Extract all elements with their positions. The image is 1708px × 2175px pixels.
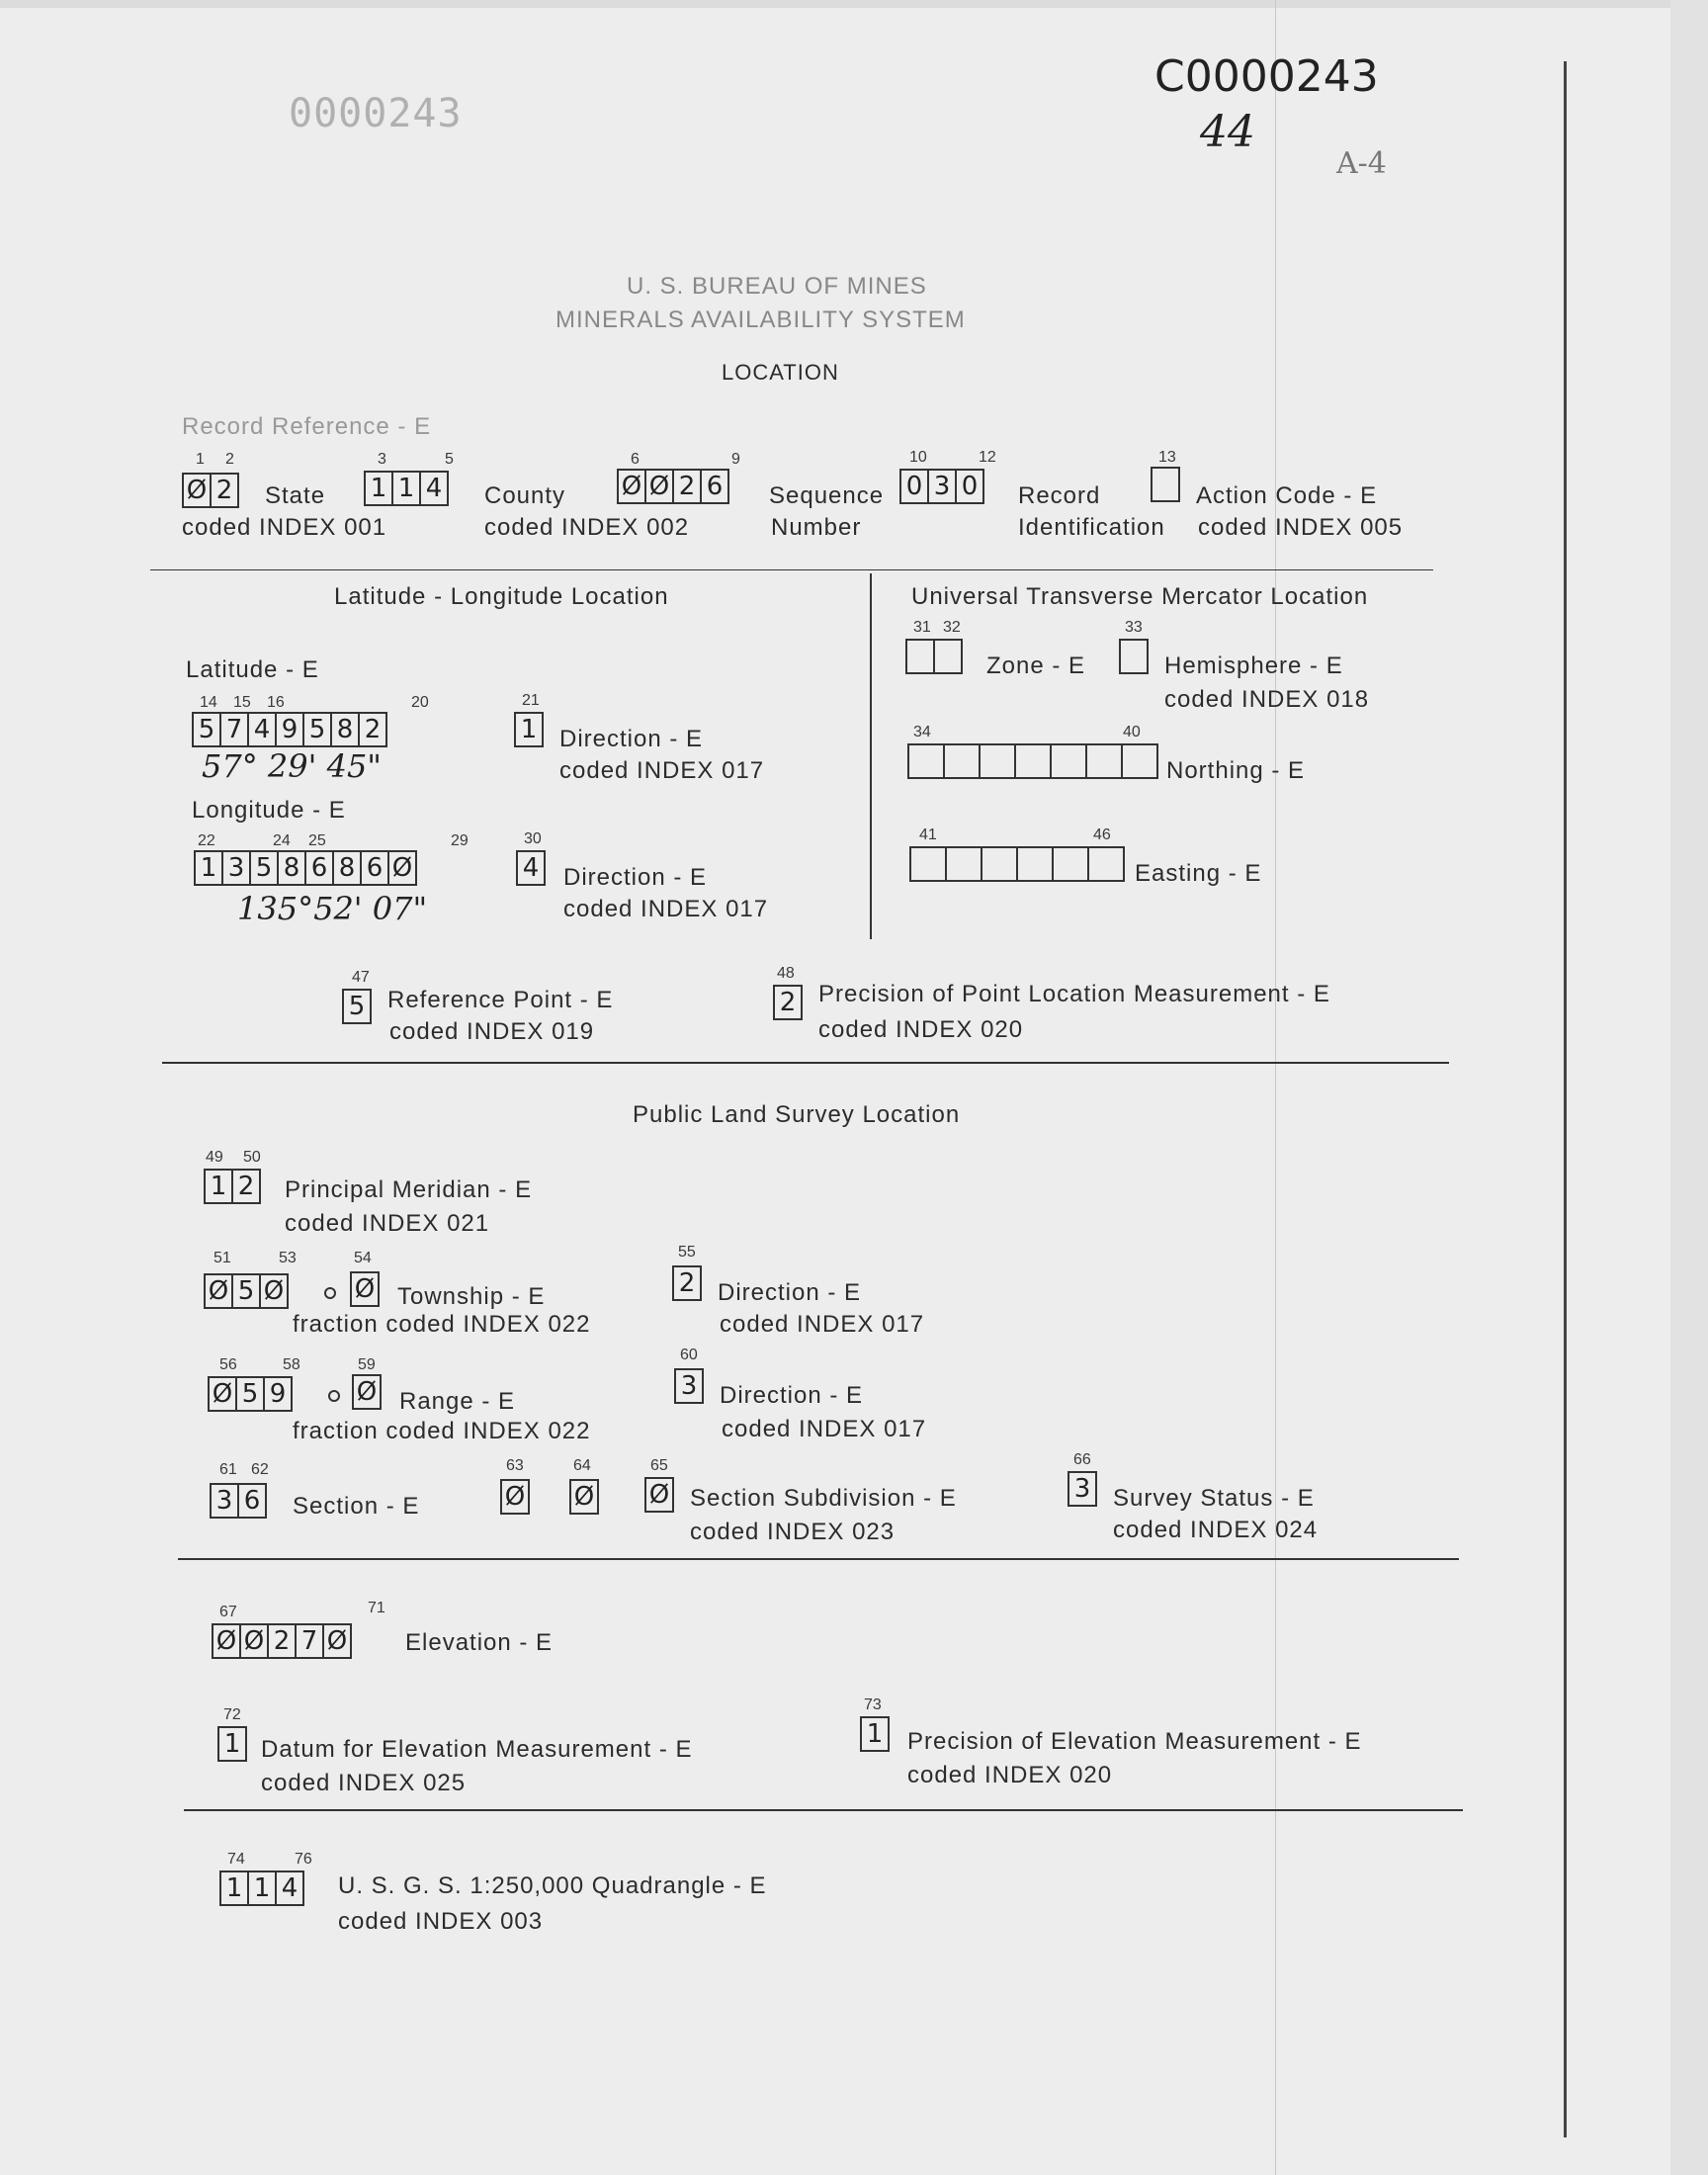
col-65: 65 <box>650 1457 668 1474</box>
latitude-box[interactable]: 9 <box>275 712 304 747</box>
elevation-boxes[interactable] <box>212 1623 352 1659</box>
precision-point-box[interactable]: 2 <box>773 985 803 1020</box>
col-20: 20 <box>411 694 429 711</box>
col-53: 53 <box>279 1250 297 1266</box>
meridian-label: Principal Meridian - E <box>285 1176 533 1203</box>
system-title: MINERALS AVAILABILITY SYSTEM <box>555 306 966 333</box>
hemisphere-sub: coded INDEX 018 <box>1164 686 1370 713</box>
subdivision-box[interactable]: Ø <box>569 1479 599 1515</box>
northing-label: Northing - E <box>1166 757 1306 784</box>
meridian-sub: coded INDEX 021 <box>285 1210 490 1237</box>
col-63: 63 <box>506 1457 524 1474</box>
col-76: 76 <box>295 1851 312 1868</box>
col-5: 5 <box>445 451 454 468</box>
col-40: 40 <box>1123 724 1141 740</box>
latitude-box[interactable]: 2 <box>358 712 387 747</box>
range-box[interactable]: 5 <box>235 1376 265 1412</box>
state-boxes[interactable] <box>182 473 239 508</box>
sequence-box[interactable]: 2 <box>672 469 702 504</box>
reference-point-box[interactable] <box>342 989 372 1024</box>
ghost-number: 0000243 <box>289 91 463 136</box>
datum-box[interactable] <box>217 1726 247 1762</box>
longitude-handwritten: 135°52' 07" <box>237 890 428 927</box>
quadrangle-label: U. S. G. S. 1:250,000 Quadrangle - E <box>338 1872 767 1899</box>
elevation-box[interactable]: Ø <box>322 1623 352 1659</box>
col-50: 50 <box>243 1149 261 1166</box>
col-13: 13 <box>1158 449 1176 466</box>
col-9: 9 <box>731 451 740 468</box>
precision-elevation-box[interactable] <box>860 1716 890 1752</box>
lat-long-heading: Latitude - Longitude Location <box>334 583 669 610</box>
quadrangle-sub: coded INDEX 003 <box>338 1908 544 1935</box>
col-15: 15 <box>233 694 251 711</box>
latitude-direction-sub: coded INDEX 017 <box>559 757 765 784</box>
quadrangle-boxes[interactable] <box>219 1870 304 1906</box>
latitude-box[interactable]: 8 <box>330 712 360 747</box>
township-direction-label: Direction - E <box>718 1279 862 1306</box>
longitude-direction-label: Direction - E <box>563 864 708 891</box>
easting-boxes[interactable] <box>909 846 1125 882</box>
longitude-box[interactable]: Ø <box>387 850 417 886</box>
elevation-box[interactable]: 2 <box>267 1623 297 1659</box>
scan-edge-top <box>0 0 1708 8</box>
record-id-label: Record <box>1018 482 1101 509</box>
survey-status-box[interactable] <box>1068 1471 1097 1507</box>
elevation-box[interactable]: 7 <box>295 1623 324 1659</box>
survey-status-box[interactable]: 3 <box>1068 1471 1097 1507</box>
col-16: 16 <box>267 694 285 711</box>
latitude-box[interactable]: 5 <box>192 712 221 747</box>
county-box[interactable]: 1 <box>364 471 393 506</box>
col-71: 71 <box>368 1600 385 1616</box>
state-box[interactable]: 2 <box>210 473 239 508</box>
easting-box[interactable] <box>1052 846 1089 882</box>
col-56: 56 <box>219 1356 237 1373</box>
township-box[interactable]: Ø <box>259 1273 289 1309</box>
northing-box[interactable] <box>907 743 945 779</box>
sequence-box[interactable]: Ø <box>644 469 674 504</box>
col-58: 58 <box>283 1356 300 1373</box>
precision-elevation-label: Precision of Elevation Measurement - E <box>907 1728 1362 1755</box>
easting-label: Easting - E <box>1135 860 1262 887</box>
col-34: 34 <box>913 724 931 740</box>
range-fraction-box[interactable]: Ø <box>352 1374 382 1410</box>
township-box[interactable]: 5 <box>231 1273 261 1309</box>
zone-box[interactable] <box>933 639 963 674</box>
col-21: 21 <box>522 692 540 709</box>
county-box[interactable]: 4 <box>419 471 449 506</box>
range-fraction-dot <box>328 1390 340 1402</box>
record-reference-heading: Record Reference - E <box>182 413 432 440</box>
col-73: 73 <box>864 1696 882 1713</box>
easting-box[interactable] <box>945 846 982 882</box>
northing-box[interactable] <box>979 743 1016 779</box>
record-id-boxes[interactable] <box>899 469 984 504</box>
survey-status-sub: coded INDEX 024 <box>1113 1517 1319 1543</box>
range-direction-box[interactable] <box>674 1368 704 1404</box>
reference-point-box[interactable]: 5 <box>342 989 372 1024</box>
latitude-direction-label: Direction - E <box>559 726 704 752</box>
col-25: 25 <box>308 832 326 849</box>
col-2: 2 <box>225 451 234 468</box>
pls-heading: Public Land Survey Location <box>633 1101 961 1128</box>
easting-box[interactable] <box>1087 846 1125 882</box>
township-fraction-box[interactable]: Ø <box>350 1271 380 1307</box>
action-code-boxes[interactable] <box>1151 467 1180 502</box>
elevation-box[interactable]: Ø <box>212 1623 241 1659</box>
hemisphere-box[interactable] <box>1119 639 1149 674</box>
col-10: 10 <box>909 449 927 466</box>
precision-elevation-box[interactable]: 1 <box>860 1716 890 1752</box>
meridian-boxes[interactable] <box>204 1169 261 1204</box>
divider-pls <box>162 1062 1449 1064</box>
latitude-label: Latitude - E <box>186 656 319 683</box>
col-33: 33 <box>1125 619 1143 636</box>
col-61: 61 <box>219 1461 237 1478</box>
latitude-direction-box[interactable] <box>514 712 544 747</box>
longitude-direction-box[interactable] <box>516 850 546 886</box>
precision-elevation-sub: coded INDEX 020 <box>907 1762 1113 1788</box>
northing-box[interactable] <box>1014 743 1052 779</box>
quadrangle-box[interactable]: 4 <box>275 1870 304 1906</box>
precision-point-box[interactable] <box>773 985 803 1020</box>
hemisphere-label: Hemisphere - E <box>1164 652 1343 679</box>
longitude-direction-sub: coded INDEX 017 <box>563 896 769 922</box>
col-41: 41 <box>919 826 937 843</box>
col-32: 32 <box>943 619 961 636</box>
section-boxes[interactable] <box>210 1483 267 1519</box>
precision-point-sub: coded INDEX 020 <box>818 1016 1024 1043</box>
zone-boxes[interactable] <box>905 639 963 674</box>
range-box[interactable]: Ø <box>208 1376 237 1412</box>
col-51: 51 <box>214 1250 231 1266</box>
direction-box[interactable]: 2 <box>672 1265 702 1301</box>
datum-box[interactable]: 1 <box>217 1726 247 1762</box>
subdivision-box[interactable]: Ø <box>644 1477 674 1513</box>
longitude-box[interactable]: 6 <box>304 850 334 886</box>
col-14: 14 <box>200 694 217 711</box>
col-55: 55 <box>678 1244 696 1261</box>
col-46: 46 <box>1093 826 1111 843</box>
col-67: 67 <box>219 1604 237 1620</box>
col-54: 54 <box>354 1250 372 1266</box>
col-31: 31 <box>913 619 931 636</box>
direction-box[interactable]: 4 <box>516 850 546 886</box>
state-sub: coded INDEX 001 <box>182 514 387 541</box>
range-boxes[interactable] <box>208 1376 293 1412</box>
right-margin-line <box>1564 61 1567 2137</box>
sequence-boxes[interactable] <box>617 469 729 504</box>
col-47: 47 <box>352 969 370 986</box>
col-6: 6 <box>631 451 640 468</box>
col-62: 62 <box>251 1461 269 1478</box>
meridian-box[interactable]: 2 <box>231 1169 261 1204</box>
subdivision-box-3[interactable] <box>644 1477 674 1513</box>
quadrangle-box[interactable]: 1 <box>247 1870 277 1906</box>
document-number: C0000243 <box>1154 51 1379 102</box>
northing-box[interactable] <box>1121 743 1158 779</box>
northing-box[interactable] <box>1085 743 1123 779</box>
subdivision-label: Section Subdivision - E <box>690 1485 957 1512</box>
longitude-boxes[interactable] <box>194 850 417 886</box>
zone-label: Zone - E <box>986 652 1086 679</box>
subdivision-sub: coded INDEX 023 <box>690 1519 896 1545</box>
northing-box[interactable] <box>1050 743 1087 779</box>
longitude-box[interactable]: 6 <box>360 850 389 886</box>
range-box[interactable]: 9 <box>263 1376 293 1412</box>
township-direction-sub: coded INDEX 017 <box>720 1311 925 1338</box>
subdivision-box-1[interactable] <box>500 1479 530 1515</box>
scan-edge-right <box>1670 0 1708 2175</box>
hemisphere-box[interactable] <box>1119 639 1149 674</box>
col-72: 72 <box>223 1706 241 1723</box>
col-66: 66 <box>1073 1451 1091 1468</box>
record-id-sub: Identification <box>1018 514 1165 541</box>
utm-heading: Universal Transverse Mercator Location <box>911 583 1369 610</box>
latitude-handwritten: 57° 29' 45" <box>202 747 383 785</box>
action-code-box[interactable] <box>1151 467 1180 502</box>
sequence-sub: Number <box>771 514 862 541</box>
subdivision-box[interactable]: Ø <box>500 1479 530 1515</box>
col-48: 48 <box>777 965 795 982</box>
latitude-box[interactable]: 7 <box>219 712 249 747</box>
sequence-label: Sequence <box>769 482 885 509</box>
divider-quadrangle <box>184 1809 1463 1811</box>
sequence-box[interactable]: Ø <box>617 469 646 504</box>
survey-status-label: Survey Status - E <box>1113 1485 1315 1512</box>
divider-record-reference <box>150 569 1433 570</box>
divider-elevation <box>178 1558 1459 1560</box>
township-fraction-dot <box>324 1287 336 1299</box>
state-label: State <box>265 482 326 509</box>
state-box[interactable]: Ø <box>182 473 212 508</box>
county-label: County <box>484 482 566 509</box>
col-29: 29 <box>451 832 469 849</box>
range-sub: fraction coded INDEX 022 <box>293 1418 591 1444</box>
col-30: 30 <box>524 830 542 847</box>
col-60: 60 <box>680 1347 698 1363</box>
easting-box[interactable] <box>981 846 1018 882</box>
record-id-box[interactable]: 0 <box>899 469 929 504</box>
easting-box[interactable] <box>909 846 947 882</box>
action-code-label: Action Code - E <box>1196 482 1378 509</box>
section-label: Section - E <box>293 1493 420 1520</box>
reference-point-sub: coded INDEX 019 <box>389 1018 595 1045</box>
latitude-box[interactable]: 5 <box>302 712 332 747</box>
subdivision-box-2[interactable] <box>569 1479 599 1515</box>
page-reference: A-4 <box>1336 146 1387 181</box>
col-22: 22 <box>198 832 215 849</box>
section-box[interactable]: 6 <box>237 1483 267 1519</box>
township-boxes[interactable] <box>204 1273 289 1309</box>
section-box[interactable]: 3 <box>210 1483 239 1519</box>
northing-box[interactable] <box>943 743 981 779</box>
sequence-box[interactable]: 6 <box>700 469 729 504</box>
range-label: Range - E <box>399 1388 516 1415</box>
township-label: Township - E <box>397 1283 546 1310</box>
precision-point-label: Precision of Point Location Measurement - E <box>818 981 1330 1007</box>
handwritten-note: 44 <box>1200 107 1255 157</box>
reference-point-label: Reference Point - E <box>387 987 614 1013</box>
col-49: 49 <box>206 1149 223 1166</box>
county-sub: coded INDEX 002 <box>484 514 690 541</box>
datum-sub: coded INDEX 025 <box>261 1770 467 1796</box>
longitude-box[interactable]: 5 <box>249 850 279 886</box>
direction-box[interactable]: 3 <box>674 1368 704 1404</box>
col-64: 64 <box>573 1457 591 1474</box>
range-direction-label: Direction - E <box>720 1382 864 1409</box>
meridian-box[interactable]: 1 <box>204 1169 233 1204</box>
record-id-box[interactable]: 0 <box>955 469 984 504</box>
datum-label: Datum for Elevation Measurement - E <box>261 1736 693 1763</box>
township-fraction-box[interactable] <box>350 1271 380 1307</box>
zone-box[interactable] <box>905 639 935 674</box>
quadrangle-box[interactable]: 1 <box>219 1870 249 1906</box>
range-direction-sub: coded INDEX 017 <box>722 1416 927 1442</box>
agency-title: U. S. BUREAU OF MINES <box>627 273 927 300</box>
longitude-label: Longitude - E <box>192 797 346 824</box>
form-title: LOCATION <box>722 360 839 385</box>
record-id-box[interactable]: 3 <box>927 469 957 504</box>
col-59: 59 <box>358 1356 376 1373</box>
easting-box[interactable] <box>1016 846 1054 882</box>
range-fraction-box[interactable] <box>352 1374 382 1410</box>
longitude-box[interactable]: 8 <box>332 850 362 886</box>
county-boxes[interactable] <box>364 471 449 506</box>
elevation-box[interactable]: Ø <box>239 1623 269 1659</box>
col-74: 74 <box>227 1851 245 1868</box>
latitude-box[interactable]: 4 <box>247 712 277 747</box>
elevation-label: Elevation - E <box>405 1629 554 1656</box>
direction-box[interactable]: 1 <box>514 712 544 747</box>
col-12: 12 <box>979 449 996 466</box>
col-24: 24 <box>273 832 291 849</box>
longitude-box[interactable]: 8 <box>277 850 306 886</box>
fold-line <box>1275 0 1276 2175</box>
township-sub: fraction coded INDEX 022 <box>293 1311 591 1338</box>
township-direction-box[interactable] <box>672 1265 702 1301</box>
longitude-box[interactable]: 1 <box>194 850 223 886</box>
township-box[interactable]: Ø <box>204 1273 233 1309</box>
latitude-boxes[interactable] <box>192 712 387 747</box>
divider-lat-utm <box>870 573 872 939</box>
action-code-sub: coded INDEX 005 <box>1198 514 1404 541</box>
northing-boxes[interactable] <box>907 743 1158 779</box>
col-3: 3 <box>378 451 386 468</box>
county-box[interactable]: 1 <box>391 471 421 506</box>
longitude-box[interactable]: 3 <box>221 850 251 886</box>
col-1: 1 <box>196 451 205 468</box>
